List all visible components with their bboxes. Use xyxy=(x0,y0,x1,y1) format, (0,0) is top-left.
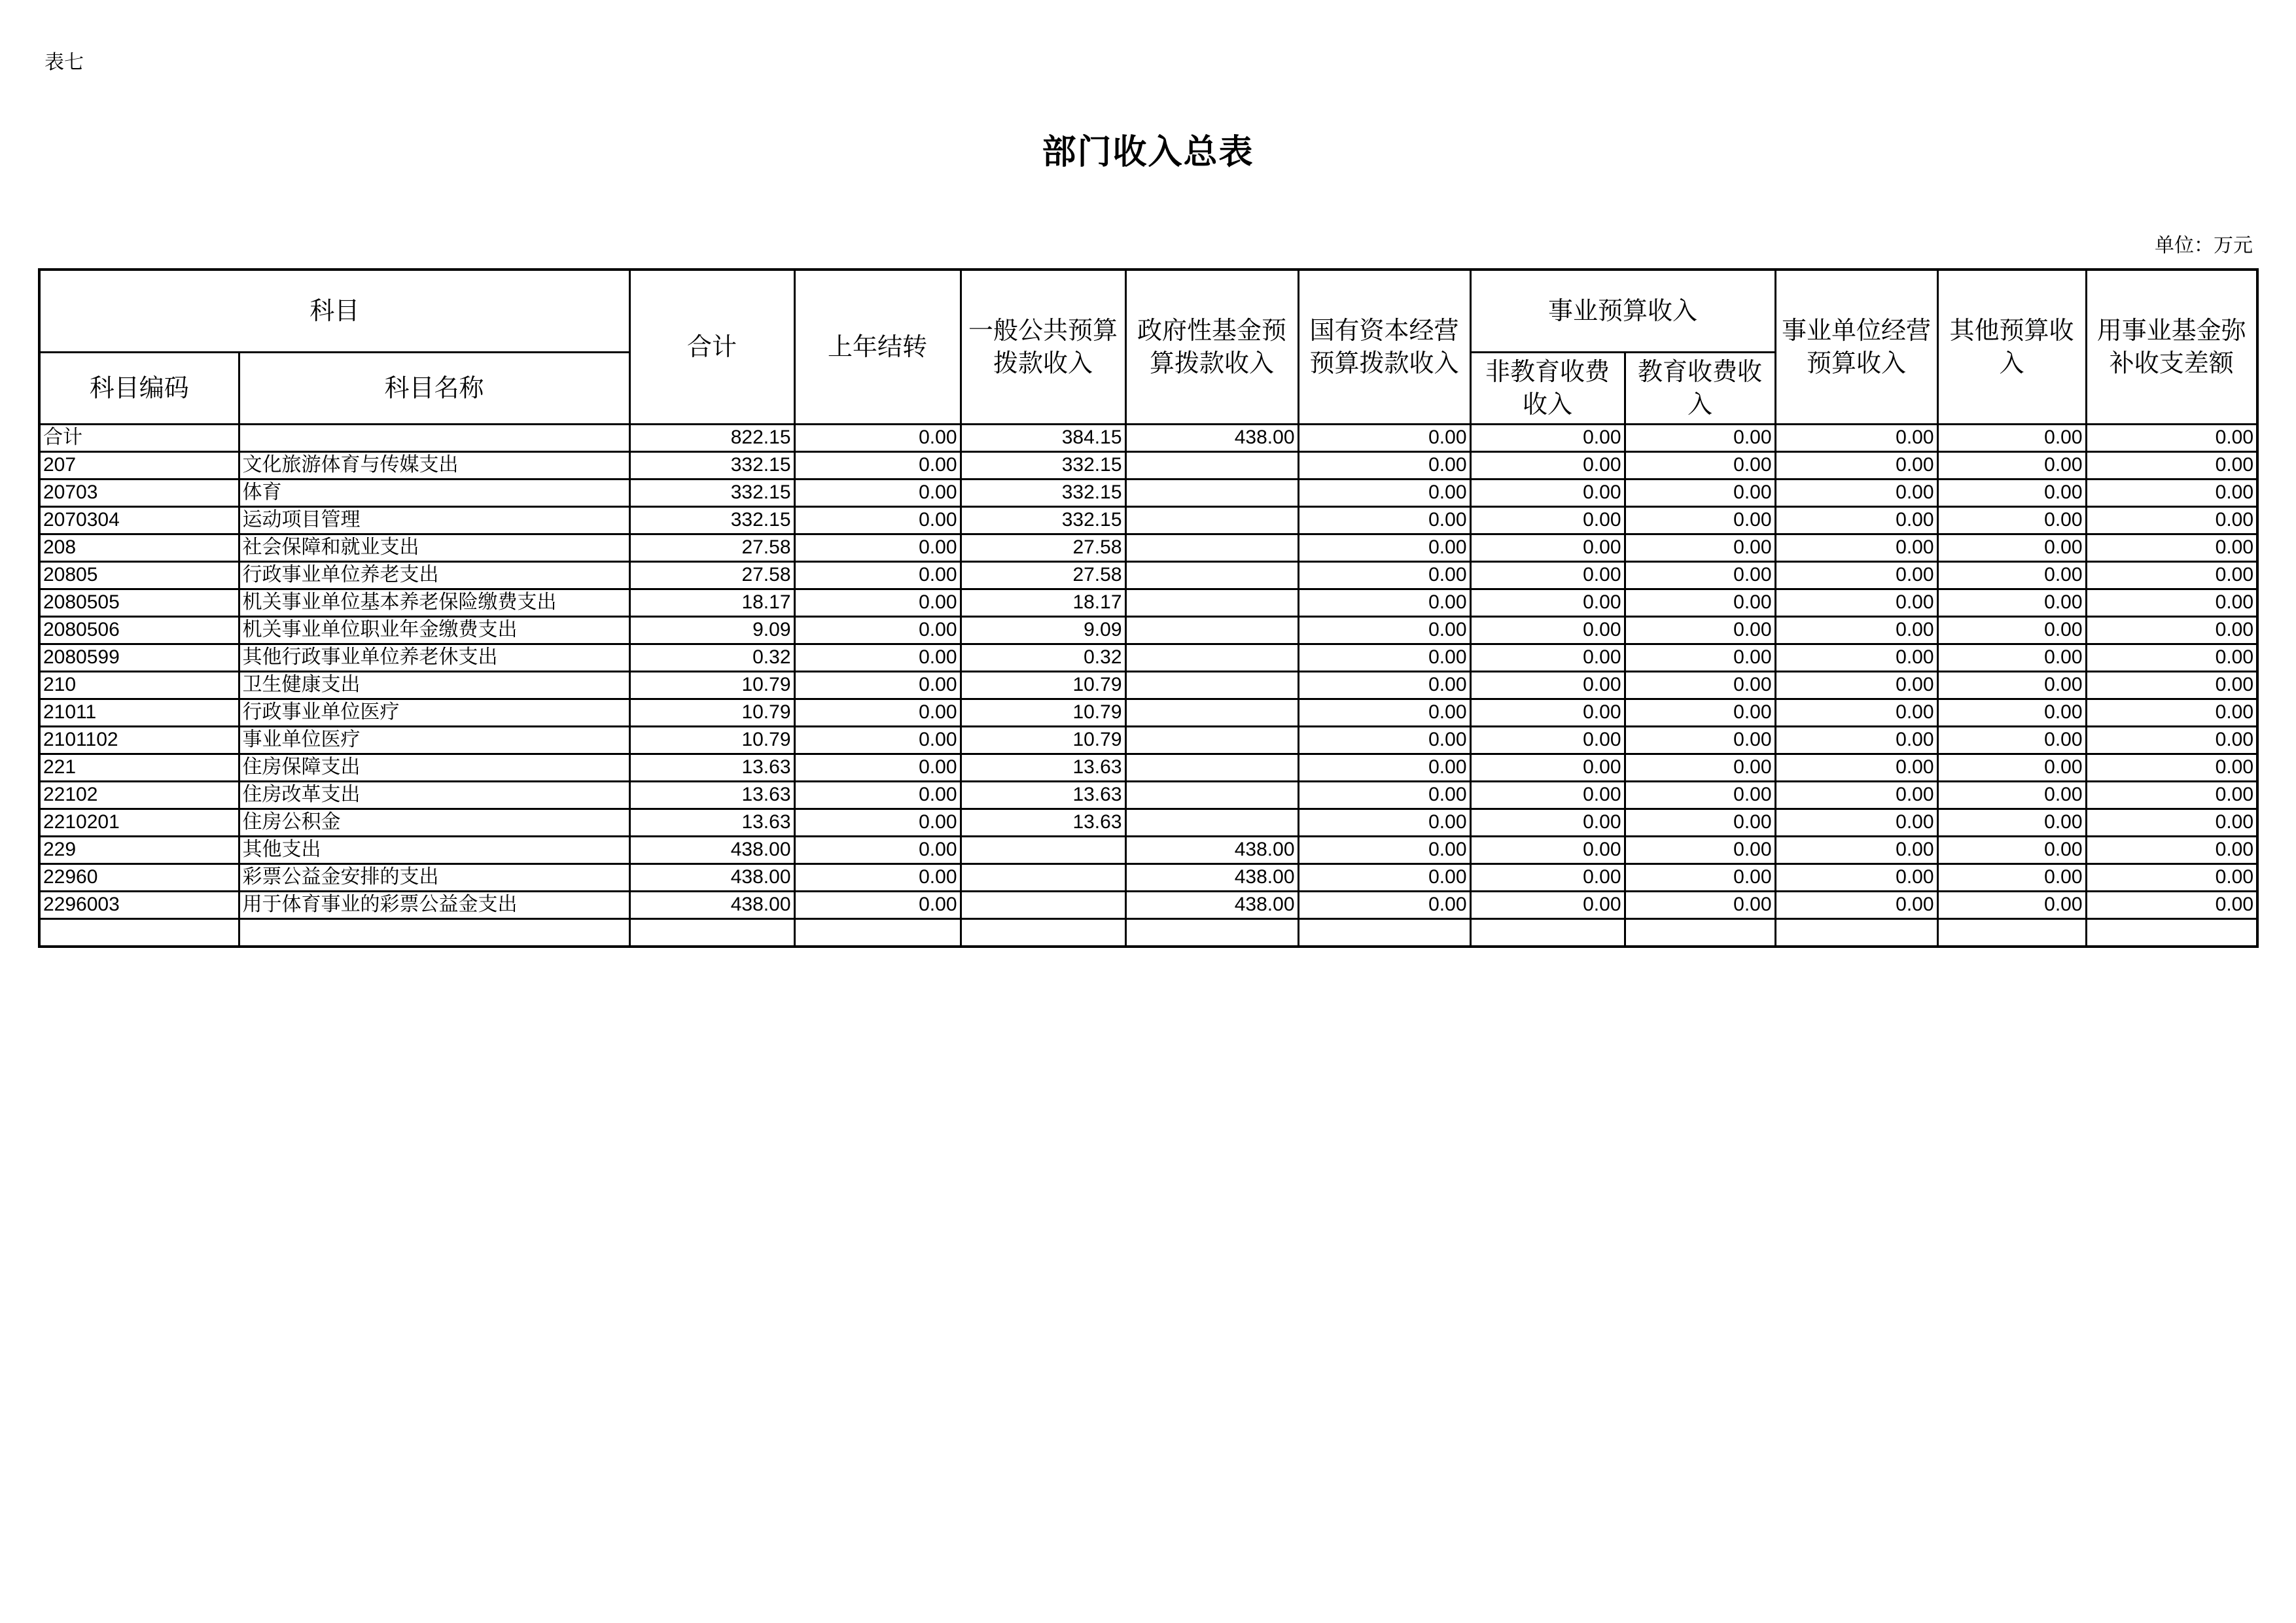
cell-general: 13.63 xyxy=(961,754,1125,781)
cell-operation: 0.00 xyxy=(1775,726,1937,754)
cell-govfund xyxy=(1125,534,1298,561)
cell-govfund xyxy=(1125,506,1298,534)
cell-other: 0.00 xyxy=(1937,451,2086,479)
cell-other: 0.00 xyxy=(1937,726,2086,754)
header-other-budget: 其他预算收入 xyxy=(1937,270,2086,424)
cell-operation: 0.00 xyxy=(1775,506,1937,534)
table-row xyxy=(39,589,2257,616)
cell-general xyxy=(961,891,1125,918)
cell-nonedu: 0.00 xyxy=(1470,726,1625,754)
header-state-capital: 国有资本经营预算拨款收入 xyxy=(1298,270,1470,424)
cell-general: 27.58 xyxy=(961,561,1125,589)
cell-govfund xyxy=(1125,671,1298,699)
table-row xyxy=(39,781,2257,809)
cell-total: 10.79 xyxy=(629,726,794,754)
cell-name: 彩票公益金安排的支出 xyxy=(239,864,629,891)
cell-govfund xyxy=(1125,479,1298,506)
cell-govfund: 438.00 xyxy=(1125,424,1298,451)
cell-carryover: 0.00 xyxy=(794,891,961,918)
cell-capital: 0.00 xyxy=(1298,534,1470,561)
cell-edu: 0.00 xyxy=(1625,451,1775,479)
cell-nonedu: 0.00 xyxy=(1470,479,1625,506)
cell-supplement: 0.00 xyxy=(2086,506,2257,534)
cell-supplement: 0.00 xyxy=(2086,864,2257,891)
cell-nonedu: 0.00 xyxy=(1470,754,1625,781)
cell-edu: 0.00 xyxy=(1625,561,1775,589)
cell-general: 27.58 xyxy=(961,534,1125,561)
cell-govfund xyxy=(1125,616,1298,644)
cell-operation: 0.00 xyxy=(1775,451,1937,479)
sheet-label: 表七 xyxy=(44,51,84,74)
cell-supplement: 0.00 xyxy=(2086,644,2257,671)
cell-edu: 0.00 xyxy=(1625,891,1775,918)
table-row xyxy=(39,671,2257,699)
cell-code: 2080505 xyxy=(39,589,239,616)
cell-total: 18.17 xyxy=(629,589,794,616)
table-row xyxy=(39,506,2257,534)
cell-operation: 0.00 xyxy=(1775,424,1937,451)
cell-total: 27.58 xyxy=(629,561,794,589)
cell-carryover xyxy=(794,918,961,947)
cell-nonedu: 0.00 xyxy=(1470,451,1625,479)
cell-edu: 0.00 xyxy=(1625,534,1775,561)
cell-code: 2080506 xyxy=(39,616,239,644)
cell-name xyxy=(239,424,629,451)
cell-capital: 0.00 xyxy=(1298,699,1470,726)
header-business-budget: 事业预算收入 xyxy=(1470,270,1775,352)
cell-name: 卫生健康支出 xyxy=(239,671,629,699)
cell-total: 13.63 xyxy=(629,781,794,809)
cell-carryover: 0.00 xyxy=(794,671,961,699)
cell-name: 其他行政事业单位养老休支出 xyxy=(239,644,629,671)
cell-code xyxy=(39,918,239,947)
cell-edu: 0.00 xyxy=(1625,671,1775,699)
cell-nonedu: 0.00 xyxy=(1470,699,1625,726)
cell-supplement: 0.00 xyxy=(2086,891,2257,918)
header-code: 科目编码 xyxy=(39,352,239,424)
cell-capital: 0.00 xyxy=(1298,836,1470,864)
cell-other: 0.00 xyxy=(1937,506,2086,534)
cell-general: 332.15 xyxy=(961,451,1125,479)
cell-other: 0.00 xyxy=(1937,616,2086,644)
cell-total: 438.00 xyxy=(629,891,794,918)
cell-carryover: 0.00 xyxy=(794,726,961,754)
table-row xyxy=(39,918,2257,947)
cell-operation: 0.00 xyxy=(1775,534,1937,561)
cell-general: 10.79 xyxy=(961,726,1125,754)
cell-operation: 0.00 xyxy=(1775,836,1937,864)
cell-code: 22960 xyxy=(39,864,239,891)
cell-govfund xyxy=(1125,451,1298,479)
cell-other: 0.00 xyxy=(1937,864,2086,891)
cell-carryover: 0.00 xyxy=(794,589,961,616)
cell-other: 0.00 xyxy=(1937,836,2086,864)
table-body xyxy=(39,424,2257,947)
cell-total: 9.09 xyxy=(629,616,794,644)
cell-capital: 0.00 xyxy=(1298,589,1470,616)
cell-code: 2070304 xyxy=(39,506,239,534)
cell-code: 2296003 xyxy=(39,891,239,918)
cell-capital: 0.00 xyxy=(1298,754,1470,781)
cell-govfund: 438.00 xyxy=(1125,864,1298,891)
cell-code: 22102 xyxy=(39,781,239,809)
cell-carryover: 0.00 xyxy=(794,864,961,891)
cell-capital: 0.00 xyxy=(1298,424,1470,451)
cell-total: 822.15 xyxy=(629,424,794,451)
cell-supplement: 0.00 xyxy=(2086,616,2257,644)
cell-other: 0.00 xyxy=(1937,644,2086,671)
cell-code: 221 xyxy=(39,754,239,781)
cell-supplement: 0.00 xyxy=(2086,671,2257,699)
cell-operation: 0.00 xyxy=(1775,809,1937,836)
cell-code: 合计 xyxy=(39,424,239,451)
cell-edu: 0.00 xyxy=(1625,424,1775,451)
cell-general xyxy=(961,918,1125,947)
table-row xyxy=(39,726,2257,754)
cell-total: 332.15 xyxy=(629,479,794,506)
cell-supplement: 0.00 xyxy=(2086,424,2257,451)
income-summary-table xyxy=(38,268,2259,948)
cell-govfund xyxy=(1125,918,1298,947)
cell-carryover: 0.00 xyxy=(794,534,961,561)
cell-name: 机关事业单位基本养老保险缴费支出 xyxy=(239,589,629,616)
cell-edu: 0.00 xyxy=(1625,506,1775,534)
cell-total: 13.63 xyxy=(629,754,794,781)
cell-code: 210 xyxy=(39,671,239,699)
table-row xyxy=(39,864,2257,891)
cell-edu: 0.00 xyxy=(1625,616,1775,644)
cell-other: 0.00 xyxy=(1937,699,2086,726)
cell-general: 10.79 xyxy=(961,699,1125,726)
cell-capital: 0.00 xyxy=(1298,616,1470,644)
cell-other: 0.00 xyxy=(1937,809,2086,836)
cell-govfund xyxy=(1125,754,1298,781)
cell-edu: 0.00 xyxy=(1625,699,1775,726)
header-name: 科目名称 xyxy=(239,352,629,424)
cell-edu: 0.00 xyxy=(1625,809,1775,836)
cell-nonedu: 0.00 xyxy=(1470,561,1625,589)
cell-operation: 0.00 xyxy=(1775,891,1937,918)
cell-edu: 0.00 xyxy=(1625,754,1775,781)
cell-operation: 0.00 xyxy=(1775,781,1937,809)
cell-govfund xyxy=(1125,726,1298,754)
cell-name: 住房改革支出 xyxy=(239,781,629,809)
cell-supplement: 0.00 xyxy=(2086,754,2257,781)
cell-supplement: 0.00 xyxy=(2086,781,2257,809)
cell-govfund xyxy=(1125,561,1298,589)
cell-capital: 0.00 xyxy=(1298,479,1470,506)
header-subject: 科目 xyxy=(39,270,629,352)
table-row xyxy=(39,534,2257,561)
cell-operation: 0.00 xyxy=(1775,671,1937,699)
cell-supplement: 0.00 xyxy=(2086,451,2257,479)
cell-capital: 0.00 xyxy=(1298,561,1470,589)
cell-name: 事业单位医疗 xyxy=(239,726,629,754)
cell-carryover: 0.00 xyxy=(794,836,961,864)
table-row xyxy=(39,616,2257,644)
cell-capital: 0.00 xyxy=(1298,506,1470,534)
cell-total: 27.58 xyxy=(629,534,794,561)
cell-nonedu: 0.00 xyxy=(1470,534,1625,561)
cell-total: 10.79 xyxy=(629,699,794,726)
cell-supplement: 0.00 xyxy=(2086,836,2257,864)
cell-nonedu: 0.00 xyxy=(1470,644,1625,671)
cell-carryover: 0.00 xyxy=(794,506,961,534)
cell-general: 332.15 xyxy=(961,479,1125,506)
cell-supplement: 0.00 xyxy=(2086,726,2257,754)
cell-other: 0.00 xyxy=(1937,561,2086,589)
cell-other: 0.00 xyxy=(1937,424,2086,451)
cell-carryover: 0.00 xyxy=(794,809,961,836)
cell-general: 13.63 xyxy=(961,809,1125,836)
cell-operation xyxy=(1775,918,1937,947)
cell-edu: 0.00 xyxy=(1625,864,1775,891)
cell-general: 9.09 xyxy=(961,616,1125,644)
table-row xyxy=(39,699,2257,726)
table-row xyxy=(39,424,2257,451)
header-business-operation: 事业单位经营预算收入 xyxy=(1775,270,1937,424)
cell-total: 0.32 xyxy=(629,644,794,671)
cell-name: 行政事业单位养老支出 xyxy=(239,561,629,589)
cell-total xyxy=(629,918,794,947)
cell-general: 13.63 xyxy=(961,781,1125,809)
cell-name: 其他支出 xyxy=(239,836,629,864)
cell-nonedu: 0.00 xyxy=(1470,836,1625,864)
cell-other: 0.00 xyxy=(1937,671,2086,699)
cell-capital: 0.00 xyxy=(1298,726,1470,754)
cell-general: 0.32 xyxy=(961,644,1125,671)
cell-nonedu: 0.00 xyxy=(1470,781,1625,809)
cell-general: 18.17 xyxy=(961,589,1125,616)
cell-name xyxy=(239,918,629,947)
cell-edu: 0.00 xyxy=(1625,726,1775,754)
table-row xyxy=(39,561,2257,589)
cell-code: 2080599 xyxy=(39,644,239,671)
cell-nonedu: 0.00 xyxy=(1470,424,1625,451)
cell-name: 社会保障和就业支出 xyxy=(239,534,629,561)
header-carryover: 上年结转 xyxy=(794,270,961,424)
cell-edu: 0.00 xyxy=(1625,836,1775,864)
cell-supplement: 0.00 xyxy=(2086,534,2257,561)
cell-other: 0.00 xyxy=(1937,754,2086,781)
cell-name: 机关事业单位职业年金缴费支出 xyxy=(239,616,629,644)
cell-total: 10.79 xyxy=(629,671,794,699)
cell-total: 332.15 xyxy=(629,451,794,479)
cell-carryover: 0.00 xyxy=(794,754,961,781)
cell-other: 0.00 xyxy=(1937,589,2086,616)
cell-total: 332.15 xyxy=(629,506,794,534)
cell-code: 2101102 xyxy=(39,726,239,754)
cell-total: 13.63 xyxy=(629,809,794,836)
cell-supplement xyxy=(2086,918,2257,947)
cell-nonedu: 0.00 xyxy=(1470,809,1625,836)
cell-capital: 0.00 xyxy=(1298,864,1470,891)
cell-name: 住房保障支出 xyxy=(239,754,629,781)
cell-capital: 0.00 xyxy=(1298,891,1470,918)
cell-capital: 0.00 xyxy=(1298,671,1470,699)
cell-supplement: 0.00 xyxy=(2086,479,2257,506)
table-row xyxy=(39,836,2257,864)
cell-carryover: 0.00 xyxy=(794,616,961,644)
cell-edu: 0.00 xyxy=(1625,589,1775,616)
cell-code: 21011 xyxy=(39,699,239,726)
cell-name: 住房公积金 xyxy=(239,809,629,836)
cell-capital: 0.00 xyxy=(1298,644,1470,671)
cell-general xyxy=(961,864,1125,891)
cell-supplement: 0.00 xyxy=(2086,699,2257,726)
cell-nonedu: 0.00 xyxy=(1470,671,1625,699)
cell-general: 10.79 xyxy=(961,671,1125,699)
cell-govfund xyxy=(1125,644,1298,671)
cell-govfund xyxy=(1125,781,1298,809)
cell-code: 229 xyxy=(39,836,239,864)
cell-govfund: 438.00 xyxy=(1125,836,1298,864)
cell-edu: 0.00 xyxy=(1625,479,1775,506)
cell-carryover: 0.00 xyxy=(794,479,961,506)
cell-govfund xyxy=(1125,589,1298,616)
cell-total: 438.00 xyxy=(629,864,794,891)
cell-carryover: 0.00 xyxy=(794,644,961,671)
header-general-budget: 一般公共预算拨款收入 xyxy=(961,270,1125,424)
cell-edu: 0.00 xyxy=(1625,781,1775,809)
cell-other: 0.00 xyxy=(1937,479,2086,506)
unit-note: 单位：万元 xyxy=(2155,234,2253,257)
cell-govfund: 438.00 xyxy=(1125,891,1298,918)
cell-nonedu: 0.00 xyxy=(1470,506,1625,534)
table-row xyxy=(39,754,2257,781)
cell-capital: 0.00 xyxy=(1298,809,1470,836)
cell-capital: 0.00 xyxy=(1298,781,1470,809)
cell-operation: 0.00 xyxy=(1775,754,1937,781)
header-fund-supplement: 用事业基金弥补收支差额 xyxy=(2086,270,2257,424)
cell-general xyxy=(961,836,1125,864)
cell-carryover: 0.00 xyxy=(794,781,961,809)
cell-code: 208 xyxy=(39,534,239,561)
cell-nonedu: 0.00 xyxy=(1470,616,1625,644)
header-edu-fee: 教育收费收入 xyxy=(1625,352,1775,424)
cell-carryover: 0.00 xyxy=(794,561,961,589)
cell-name: 运动项目管理 xyxy=(239,506,629,534)
table-row xyxy=(39,479,2257,506)
cell-govfund xyxy=(1125,809,1298,836)
cell-capital xyxy=(1298,918,1470,947)
table-row xyxy=(39,809,2257,836)
cell-name: 行政事业单位医疗 xyxy=(239,699,629,726)
cell-carryover: 0.00 xyxy=(794,699,961,726)
cell-nonedu: 0.00 xyxy=(1470,891,1625,918)
cell-general: 384.15 xyxy=(961,424,1125,451)
page-title: 部门收入总表 xyxy=(1042,133,1254,172)
cell-govfund xyxy=(1125,699,1298,726)
cell-other: 0.00 xyxy=(1937,534,2086,561)
cell-name: 用于体育事业的彩票公益金支出 xyxy=(239,891,629,918)
cell-edu xyxy=(1625,918,1775,947)
cell-name: 文化旅游体育与传媒支出 xyxy=(239,451,629,479)
cell-code: 207 xyxy=(39,451,239,479)
table-row xyxy=(39,451,2257,479)
cell-general: 332.15 xyxy=(961,506,1125,534)
table-row xyxy=(39,891,2257,918)
cell-operation: 0.00 xyxy=(1775,699,1937,726)
cell-other xyxy=(1937,918,2086,947)
cell-nonedu: 0.00 xyxy=(1470,589,1625,616)
cell-code: 20703 xyxy=(39,479,239,506)
cell-other: 0.00 xyxy=(1937,891,2086,918)
header-total: 合计 xyxy=(629,270,794,424)
header-gov-fund: 政府性基金预算拨款收入 xyxy=(1125,270,1298,424)
cell-nonedu xyxy=(1470,918,1625,947)
cell-operation: 0.00 xyxy=(1775,479,1937,506)
cell-carryover: 0.00 xyxy=(794,451,961,479)
cell-supplement: 0.00 xyxy=(2086,809,2257,836)
cell-code: 2210201 xyxy=(39,809,239,836)
header-non-edu-fee: 非教育收费收入 xyxy=(1470,352,1625,424)
cell-operation: 0.00 xyxy=(1775,644,1937,671)
cell-carryover: 0.00 xyxy=(794,424,961,451)
cell-name: 体育 xyxy=(239,479,629,506)
cell-operation: 0.00 xyxy=(1775,864,1937,891)
cell-other: 0.00 xyxy=(1937,781,2086,809)
cell-operation: 0.00 xyxy=(1775,589,1937,616)
cell-edu: 0.00 xyxy=(1625,644,1775,671)
table-header xyxy=(39,270,2257,424)
cell-supplement: 0.00 xyxy=(2086,589,2257,616)
cell-code: 20805 xyxy=(39,561,239,589)
cell-operation: 0.00 xyxy=(1775,616,1937,644)
cell-nonedu: 0.00 xyxy=(1470,864,1625,891)
cell-total: 438.00 xyxy=(629,836,794,864)
table-row xyxy=(39,644,2257,671)
cell-capital: 0.00 xyxy=(1298,451,1470,479)
cell-operation: 0.00 xyxy=(1775,561,1937,589)
cell-supplement: 0.00 xyxy=(2086,561,2257,589)
